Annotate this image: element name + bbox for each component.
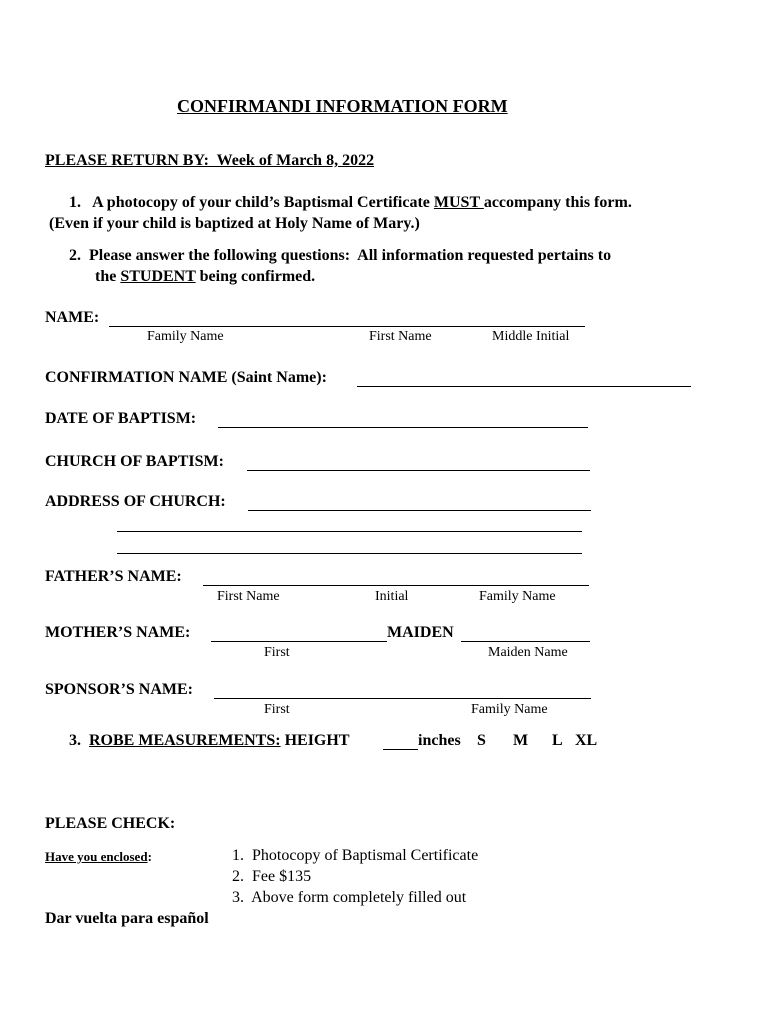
instruction-1-note: (Even if your child is baptized at Holy Name of Mary.) [49, 215, 420, 232]
robe-size-l[interactable]: L [552, 732, 563, 749]
sponsors-first-caption: First [264, 702, 290, 717]
checklist-item-2: 2. Fee $135 [232, 868, 312, 885]
address-line-1[interactable] [248, 510, 591, 511]
robe-inches-label: inches [418, 732, 461, 749]
confirmation-name-input-line[interactable] [357, 386, 691, 387]
robe-size-xl[interactable]: XL [575, 732, 598, 749]
have-you-enclosed-colon: : [147, 849, 152, 864]
church-of-baptism-input-line[interactable] [247, 470, 590, 471]
church-of-baptism-label: CHURCH OF BAPTISM: [45, 453, 228, 470]
maiden-input-line[interactable] [461, 641, 590, 642]
mothers-maiden-caption: Maiden Name [488, 645, 568, 660]
date-of-baptism-label: DATE OF BAPTISM: [45, 410, 201, 427]
name-label: NAME: [45, 309, 104, 326]
have-you-enclosed-label [45, 850, 152, 863]
instruction-1 [69, 195, 632, 211]
instruction-2-line2 [95, 269, 315, 285]
instruction-2-suffix: being confirmed. [195, 268, 316, 285]
name-first-caption: First Name [369, 329, 432, 344]
fathers-family-caption: Family Name [479, 589, 556, 604]
student-emphasis: STUDENT [120, 268, 196, 285]
spanish-note: Dar vuelta para español [45, 910, 209, 927]
sponsors-family-caption: Family Name [471, 702, 548, 717]
instruction-2: 2. Please answer the following questions: All information requested pertains to [69, 247, 612, 264]
must-emphasis: MUST [433, 194, 484, 211]
date-of-baptism-input-line[interactable] [218, 427, 588, 428]
name-middle-caption: Middle Initial [492, 329, 570, 344]
name-input-line[interactable] [109, 326, 585, 327]
address-of-church-label: ADDRESS OF CHURCH: [45, 493, 230, 510]
mothers-first-caption: First [264, 645, 290, 660]
instruction-1-suffix: accompany this form. [483, 194, 632, 211]
robe-size-s[interactable]: S [477, 732, 486, 749]
checklist-item-1: 1. Photocopy of Baptismal Certificate [232, 847, 479, 864]
checklist-item-3: 3. Above form completely filled out [232, 889, 467, 906]
have-you-enclosed-text: Have you enclosed [45, 849, 148, 864]
fathers-name-label: FATHER’S NAME: [45, 568, 186, 585]
fathers-first-caption: First Name [217, 589, 280, 604]
robe-size-m[interactable]: M [513, 732, 529, 749]
name-family-caption: Family Name [147, 329, 224, 344]
robe-height-label: HEIGHT [280, 732, 350, 749]
maiden-label: MAIDEN [387, 624, 454, 641]
return-by-text: PLEASE RETURN BY: Week of March 8, 2022 [45, 152, 375, 169]
sponsors-name-input-line[interactable] [214, 698, 591, 699]
robe-measurements-label: ROBE MEASUREMENTS: [89, 732, 281, 749]
robe-height-input-line[interactable] [383, 749, 418, 750]
fathers-initial-caption: Initial [375, 589, 409, 604]
address-line-2[interactable] [117, 531, 582, 532]
instruction-1-prefix: 1. A photocopy of your child’s Baptismal Certificate [69, 194, 434, 211]
confirmation-name-label: CONFIRMATION NAME (Saint Name): [45, 369, 327, 386]
robe-measurements-row [69, 733, 349, 749]
address-line-3[interactable] [117, 553, 582, 554]
mothers-first-input-line[interactable] [211, 641, 387, 642]
mothers-name-label: MOTHER’S NAME: [45, 624, 195, 641]
robe-number: 3. [69, 732, 89, 749]
please-check-heading: PLEASE CHECK: [45, 815, 176, 832]
instruction-2-prefix: the [95, 268, 121, 285]
fathers-name-input-line[interactable] [203, 585, 589, 586]
form-title: CONFIRMANDI INFORMATION FORM [177, 96, 508, 116]
sponsors-name-label: SPONSOR’S NAME: [45, 681, 198, 698]
